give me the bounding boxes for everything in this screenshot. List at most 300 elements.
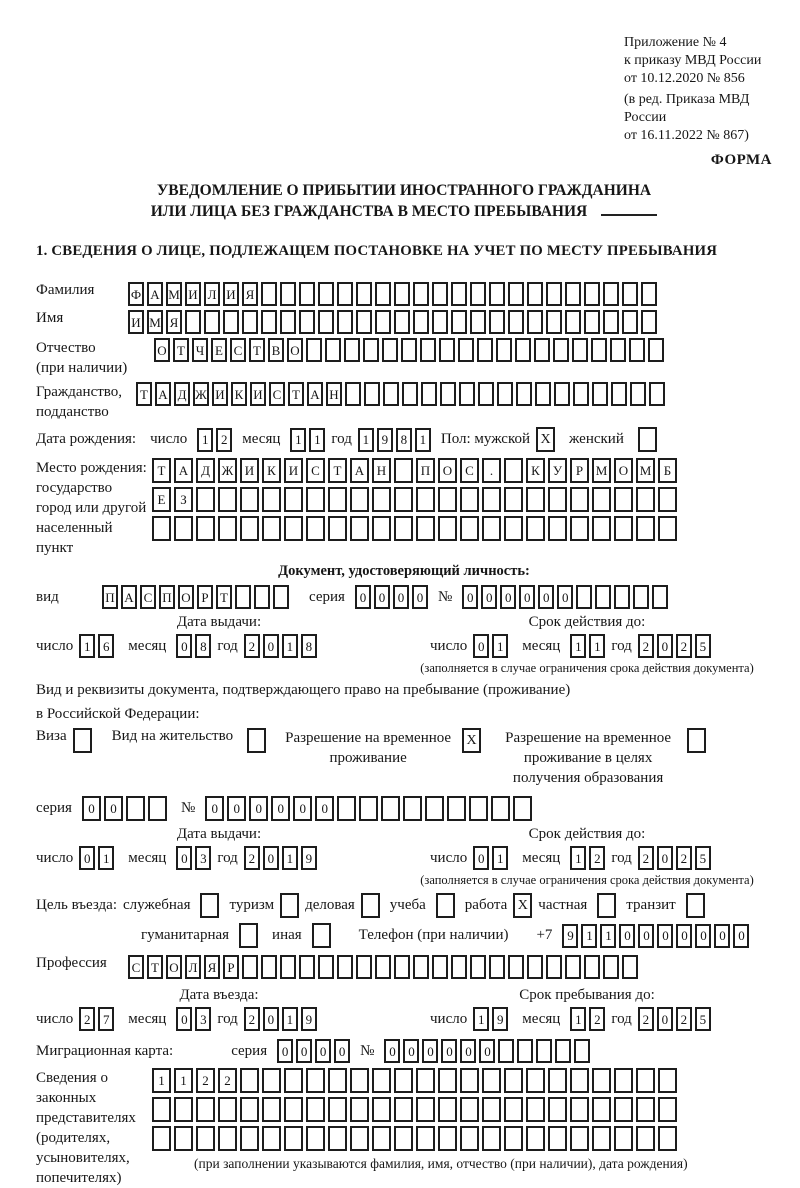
form-cell xyxy=(554,382,570,406)
form-cell: И xyxy=(223,282,239,306)
temp-permit-checkbox xyxy=(462,728,481,753)
surname-row xyxy=(36,282,772,306)
form-cell xyxy=(356,282,372,306)
form-cell xyxy=(372,1126,391,1151)
form-cell xyxy=(482,1097,501,1122)
entry-dates xyxy=(36,986,772,1031)
form-cell xyxy=(344,338,360,362)
form-cell xyxy=(459,382,475,406)
visa-checkbox xyxy=(73,728,92,753)
stay-year-cells xyxy=(638,1007,711,1031)
annex-edition-line: (в ред. Приказа МВД России xyxy=(624,92,750,125)
form-cell xyxy=(548,487,567,512)
form-cell xyxy=(261,310,277,334)
form-cell: 0 xyxy=(676,924,692,948)
form-cell: 0 xyxy=(296,1039,312,1063)
form-cell: 0 xyxy=(79,846,95,870)
form-cell xyxy=(328,1097,347,1122)
representatives-cells-row3 xyxy=(152,1126,688,1151)
purpose-study-checkbox xyxy=(436,893,455,918)
form-cell: У xyxy=(548,458,567,483)
res-valid-day-cells xyxy=(473,846,508,870)
form-cell: 0 xyxy=(422,1039,438,1063)
valid-until-heading: Срок действия до: xyxy=(528,614,646,630)
form-cell xyxy=(318,310,334,334)
form-cell: Т xyxy=(152,458,171,483)
name-label: Имя xyxy=(36,310,64,326)
form-cell xyxy=(508,310,524,334)
form-cell xyxy=(148,796,167,821)
form-cell: К xyxy=(526,458,545,483)
form-cell: П xyxy=(102,585,118,609)
form-cell: И xyxy=(185,282,201,306)
form-cell xyxy=(622,310,638,334)
form-cell xyxy=(359,796,378,821)
form-cell xyxy=(570,1097,589,1122)
form-cell xyxy=(306,1126,325,1151)
form-cell xyxy=(548,1097,567,1122)
form-cell xyxy=(553,338,569,362)
patronymic-label: Отчество (при наличии) xyxy=(36,340,128,376)
entry-date-col xyxy=(36,986,402,1031)
id-kind-label: вид xyxy=(36,588,59,605)
form-cell xyxy=(504,458,523,483)
form-cell xyxy=(597,893,616,918)
form-cell: 1 xyxy=(282,634,298,658)
purpose-tourism-label: туризм xyxy=(229,897,275,913)
form-title-line2: ИЛИ ЛИЦА БЕЗ ГРАЖДАНСТВА В МЕСТО ПРЕБЫВАНИЯ xyxy=(36,201,772,222)
form-cell xyxy=(573,382,589,406)
form-cell: 2 xyxy=(638,846,654,870)
form-cell xyxy=(565,310,581,334)
form-cell: 0 xyxy=(315,1039,331,1063)
form-cell: Т xyxy=(288,382,304,406)
form-cell xyxy=(394,1126,413,1151)
form-cell xyxy=(242,310,258,334)
form-cell: 9 xyxy=(562,924,578,948)
form-cell: 0 xyxy=(657,924,673,948)
form-cell xyxy=(546,310,562,334)
residence-doc-line1: Вид и реквизиты документа, подтверждающего право на пребывание (проживание) xyxy=(36,682,571,698)
form-cell xyxy=(610,338,626,362)
form-cell: В xyxy=(268,338,284,362)
form-cell xyxy=(382,338,398,362)
form-cell xyxy=(513,796,532,821)
form-cell: 9 xyxy=(492,1007,508,1031)
birth-date-row xyxy=(36,427,772,452)
form-cell xyxy=(328,487,347,512)
form-cell xyxy=(254,585,270,609)
form-cell xyxy=(394,516,413,541)
visa-label: Виза xyxy=(36,728,67,744)
form-cell xyxy=(402,382,418,406)
form-cell xyxy=(652,585,668,609)
form-cell xyxy=(372,516,391,541)
form-cell xyxy=(504,1126,523,1151)
patronymic-row xyxy=(36,338,772,378)
form-cell: 2 xyxy=(638,1007,654,1031)
year-label: год xyxy=(331,431,352,447)
form-cell xyxy=(658,516,677,541)
form-cell xyxy=(356,955,372,979)
form-cell: 8 xyxy=(301,634,317,658)
form-cell: 1 xyxy=(581,924,597,948)
form-cell xyxy=(555,1039,571,1063)
form-cell xyxy=(622,955,638,979)
form-cell xyxy=(416,516,435,541)
form-cell: 6 xyxy=(98,634,114,658)
form-title xyxy=(36,180,772,222)
purpose-humanitarian-label: гуманитарная xyxy=(141,927,230,943)
form-cell xyxy=(196,1097,215,1122)
form-cell xyxy=(460,1068,479,1093)
res-issue-fields xyxy=(36,846,402,870)
form-cell xyxy=(401,338,417,362)
form-cell xyxy=(527,310,543,334)
form-cell xyxy=(534,338,550,362)
form-cell: 0 xyxy=(227,796,246,821)
id-number-cells xyxy=(462,585,668,609)
residence-permit-label: Вид на жительство xyxy=(111,728,234,744)
form-cell xyxy=(451,310,467,334)
name-row xyxy=(36,310,772,334)
residence-doc-line2: в Российской Федерации: xyxy=(36,706,200,722)
res-issue-year-cells xyxy=(244,846,317,870)
form-cell: 0 xyxy=(538,585,554,609)
entry-purpose-row xyxy=(36,893,772,918)
form-cell xyxy=(482,516,501,541)
entry-day-cells xyxy=(79,1007,114,1031)
form-cell: С xyxy=(140,585,156,609)
form-cell xyxy=(284,487,303,512)
form-cell xyxy=(497,382,513,406)
form-cell xyxy=(235,585,251,609)
form-cell: 0 xyxy=(481,585,497,609)
form-cell: 2 xyxy=(244,1007,260,1031)
form-cell xyxy=(152,516,171,541)
form-cell xyxy=(592,1097,611,1122)
purpose-other-checkbox xyxy=(312,923,331,948)
form-cell: 1 xyxy=(570,1007,586,1031)
form-cell xyxy=(516,382,532,406)
form-cell xyxy=(591,338,607,362)
form-cell: 0 xyxy=(460,1039,476,1063)
form-cell: 0 xyxy=(638,924,654,948)
id-doc-dates xyxy=(36,613,772,676)
year-label: год xyxy=(217,637,238,654)
form-cell xyxy=(548,516,567,541)
form-cell: Т xyxy=(173,338,189,362)
form-cell xyxy=(438,1126,457,1151)
phone-prefix: +7 xyxy=(536,927,553,943)
form-cell: 7 xyxy=(98,1007,114,1031)
form-cell: О xyxy=(154,338,170,362)
form-cell xyxy=(658,1068,677,1093)
representatives-cells-group xyxy=(152,1068,688,1188)
form-cell: 0 xyxy=(657,1007,673,1031)
form-cell: Я xyxy=(204,955,220,979)
purpose-transit-label: транзит xyxy=(626,897,676,913)
form-cell xyxy=(421,382,437,406)
form-cell: 2 xyxy=(589,846,605,870)
profession-cells xyxy=(128,955,638,979)
form-cell: 2 xyxy=(216,428,232,452)
form-cell: 1 xyxy=(570,634,586,658)
form-cell xyxy=(451,955,467,979)
form-cell: Р xyxy=(570,458,589,483)
form-cell: О xyxy=(166,955,182,979)
form-cell xyxy=(638,427,657,452)
form-cell: О xyxy=(438,458,457,483)
form-cell: Н xyxy=(372,458,391,483)
form-cell xyxy=(299,282,315,306)
form-cell xyxy=(372,487,391,512)
form-cell: 1 xyxy=(152,1068,171,1093)
form-cell xyxy=(375,310,391,334)
id-valid-col xyxy=(402,613,772,676)
res-valid-month-cells xyxy=(570,846,605,870)
birth-month-cells xyxy=(290,428,325,452)
form-cell xyxy=(570,487,589,512)
validity-note: (заполняется в случае ограничения срока действия документа) xyxy=(420,661,754,675)
form-cell xyxy=(460,1126,479,1151)
form-cell xyxy=(570,516,589,541)
form-cell xyxy=(440,382,456,406)
form-cell xyxy=(576,585,592,609)
temp-permit-edu-label: Разрешение на временное проживание в целях получения образования xyxy=(505,730,672,786)
form-cell: 9 xyxy=(377,428,393,452)
sex-male-checkbox xyxy=(536,427,555,452)
birth-year-cells xyxy=(358,428,431,452)
day-label: число xyxy=(36,849,74,866)
form-cell xyxy=(460,516,479,541)
form-cell xyxy=(489,310,505,334)
form-cell xyxy=(658,1126,677,1151)
form-cell: Р xyxy=(197,585,213,609)
form-cell: Л xyxy=(185,955,201,979)
form-cell xyxy=(636,1126,655,1151)
year-label: год xyxy=(217,849,238,866)
representatives-cells-row1 xyxy=(152,1068,688,1093)
form-cell: 0 xyxy=(462,585,478,609)
month-label: месяц xyxy=(522,637,561,654)
mig-series-cells xyxy=(277,1039,350,1063)
form-cell xyxy=(548,1126,567,1151)
form-cell xyxy=(603,282,619,306)
surname-label: Фамилия xyxy=(36,282,95,298)
form-cell xyxy=(648,338,664,362)
form-cell xyxy=(584,310,600,334)
form-cell: 2 xyxy=(244,634,260,658)
form-cell: 1 xyxy=(98,846,114,870)
res-series-label: серия xyxy=(36,800,72,816)
surname-cells xyxy=(128,282,657,306)
id-series-cells xyxy=(355,585,428,609)
form-cell: 2 xyxy=(244,846,260,870)
validity-note: (заполняется в случае ограничения срока действия документа) xyxy=(420,873,754,887)
form-cell: Д xyxy=(196,458,215,483)
form-cell xyxy=(641,282,657,306)
form-cell xyxy=(438,516,457,541)
profession-row xyxy=(36,955,772,979)
form-cell xyxy=(614,516,633,541)
form-cell: 0 xyxy=(334,1039,350,1063)
sex-female-label: женский xyxy=(569,431,624,447)
form-cell: А xyxy=(147,282,163,306)
form-cell xyxy=(152,1126,171,1151)
form-cell xyxy=(174,1126,193,1151)
form-cell xyxy=(280,893,299,918)
year-label: год xyxy=(611,849,632,866)
form-cell xyxy=(572,338,588,362)
form-cell xyxy=(470,310,486,334)
form-cell xyxy=(273,585,289,609)
form-cell: 5 xyxy=(695,634,711,658)
form-cell xyxy=(350,516,369,541)
form-cell xyxy=(299,955,315,979)
form-cell xyxy=(328,1068,347,1093)
birthplace-label: Место рождения: государство город или другой населенный пункт xyxy=(36,460,147,556)
id-doc-row xyxy=(36,585,772,609)
form-cell xyxy=(262,1068,281,1093)
form-cell xyxy=(337,796,356,821)
form-cell: 3 xyxy=(195,846,211,870)
form-cell: 5 xyxy=(695,846,711,870)
form-cell xyxy=(383,382,399,406)
form-cell xyxy=(527,282,543,306)
title-blank-line xyxy=(601,202,657,216)
form-cell: 0 xyxy=(271,796,290,821)
profession-label: Профессия xyxy=(36,955,107,971)
form-cell xyxy=(318,282,334,306)
id-doc-heading: Документ, удостоверяющий личность: xyxy=(278,563,530,579)
form-cell xyxy=(325,338,341,362)
form-cell xyxy=(299,310,315,334)
form-cell: К xyxy=(231,382,247,406)
month-label: месяц xyxy=(242,431,281,447)
form-cell xyxy=(394,1097,413,1122)
sex-male-label: Пол: мужской xyxy=(440,431,531,447)
form-cell xyxy=(413,282,429,306)
form-cell xyxy=(438,1068,457,1093)
form-cell xyxy=(416,487,435,512)
form-cell xyxy=(489,955,505,979)
entry-date-fields xyxy=(36,1007,402,1031)
form-cell: 1 xyxy=(282,1007,298,1031)
day-label: число xyxy=(36,637,74,654)
entry-year-cells xyxy=(244,1007,317,1031)
form-cell xyxy=(504,516,523,541)
residence-doc-series-row xyxy=(36,796,772,821)
form-cell: 0 xyxy=(657,846,673,870)
form-cell: 1 xyxy=(492,846,508,870)
form-cell xyxy=(592,1126,611,1151)
form-cell xyxy=(262,1126,281,1151)
form-cell: А xyxy=(307,382,323,406)
form-cell xyxy=(504,1097,523,1122)
form-cell xyxy=(284,1126,303,1151)
form-cell: Ж xyxy=(193,382,209,406)
form-cell xyxy=(350,487,369,512)
phone-cells xyxy=(562,924,749,948)
form-cell xyxy=(204,310,220,334)
form-cell: М xyxy=(636,458,655,483)
form-cell: 0 xyxy=(355,585,371,609)
form-cell xyxy=(592,382,608,406)
form-cell: А xyxy=(350,458,369,483)
form-cell xyxy=(240,1097,259,1122)
form-cell: Я xyxy=(242,282,258,306)
form-cell xyxy=(432,310,448,334)
form-cell: 5 xyxy=(695,1007,711,1031)
month-label: месяц xyxy=(522,849,561,866)
residence-permit-checkbox xyxy=(247,728,266,753)
form-cell: 0 xyxy=(249,796,268,821)
form-cell: X xyxy=(536,427,555,452)
form-cell xyxy=(247,728,266,753)
form-cell: Е xyxy=(211,338,227,362)
citizenship-label: Гражданство, подданство xyxy=(36,384,123,420)
month-label: месяц xyxy=(128,1010,167,1027)
entry-month-cells xyxy=(176,1007,211,1031)
form-cell xyxy=(240,1068,259,1093)
day-label: число xyxy=(430,1010,468,1027)
form-cell xyxy=(375,282,391,306)
form-cell: 0 xyxy=(393,585,409,609)
form-cell xyxy=(394,955,410,979)
form-cell: С xyxy=(269,382,285,406)
patronymic-cells xyxy=(154,338,664,362)
form-cell xyxy=(614,1068,633,1093)
purpose-work-label: работа xyxy=(464,897,508,913)
form-cell xyxy=(592,1068,611,1093)
form-cell: 0 xyxy=(315,796,334,821)
id-valid-fields xyxy=(402,634,772,658)
form-cell xyxy=(218,487,237,512)
form-cell xyxy=(592,516,611,541)
form-cell xyxy=(403,796,422,821)
form-cell xyxy=(432,282,448,306)
form-cell: 0 xyxy=(263,846,279,870)
form-cell xyxy=(356,310,372,334)
purpose-official-checkbox xyxy=(200,893,219,918)
form-cell xyxy=(611,382,627,406)
form-cell xyxy=(636,516,655,541)
form-cell: 1 xyxy=(282,846,298,870)
form-cell xyxy=(306,1068,325,1093)
form-cell xyxy=(312,923,331,948)
form-cell: 0 xyxy=(277,1039,293,1063)
form-cell: Б xyxy=(658,458,677,483)
purpose-other-label: иная xyxy=(272,927,302,943)
form-cell xyxy=(447,796,466,821)
form-cell: Е xyxy=(152,487,171,512)
form-cell xyxy=(535,382,551,406)
form-cell xyxy=(504,487,523,512)
form-cell xyxy=(469,796,488,821)
id-series-label: серия xyxy=(309,588,345,605)
form-cell: 0 xyxy=(104,796,123,821)
purpose-label: Цель въезда: xyxy=(36,897,117,913)
migration-card-label: Миграционная карта: xyxy=(36,1042,174,1059)
form-cell xyxy=(504,1068,523,1093)
representatives-cells-row2 xyxy=(152,1097,688,1122)
purpose-row2 xyxy=(141,923,772,948)
form-cell: 1 xyxy=(309,428,325,452)
purpose-transit-checkbox xyxy=(686,893,705,918)
form-cell xyxy=(284,516,303,541)
form-cell xyxy=(261,955,277,979)
